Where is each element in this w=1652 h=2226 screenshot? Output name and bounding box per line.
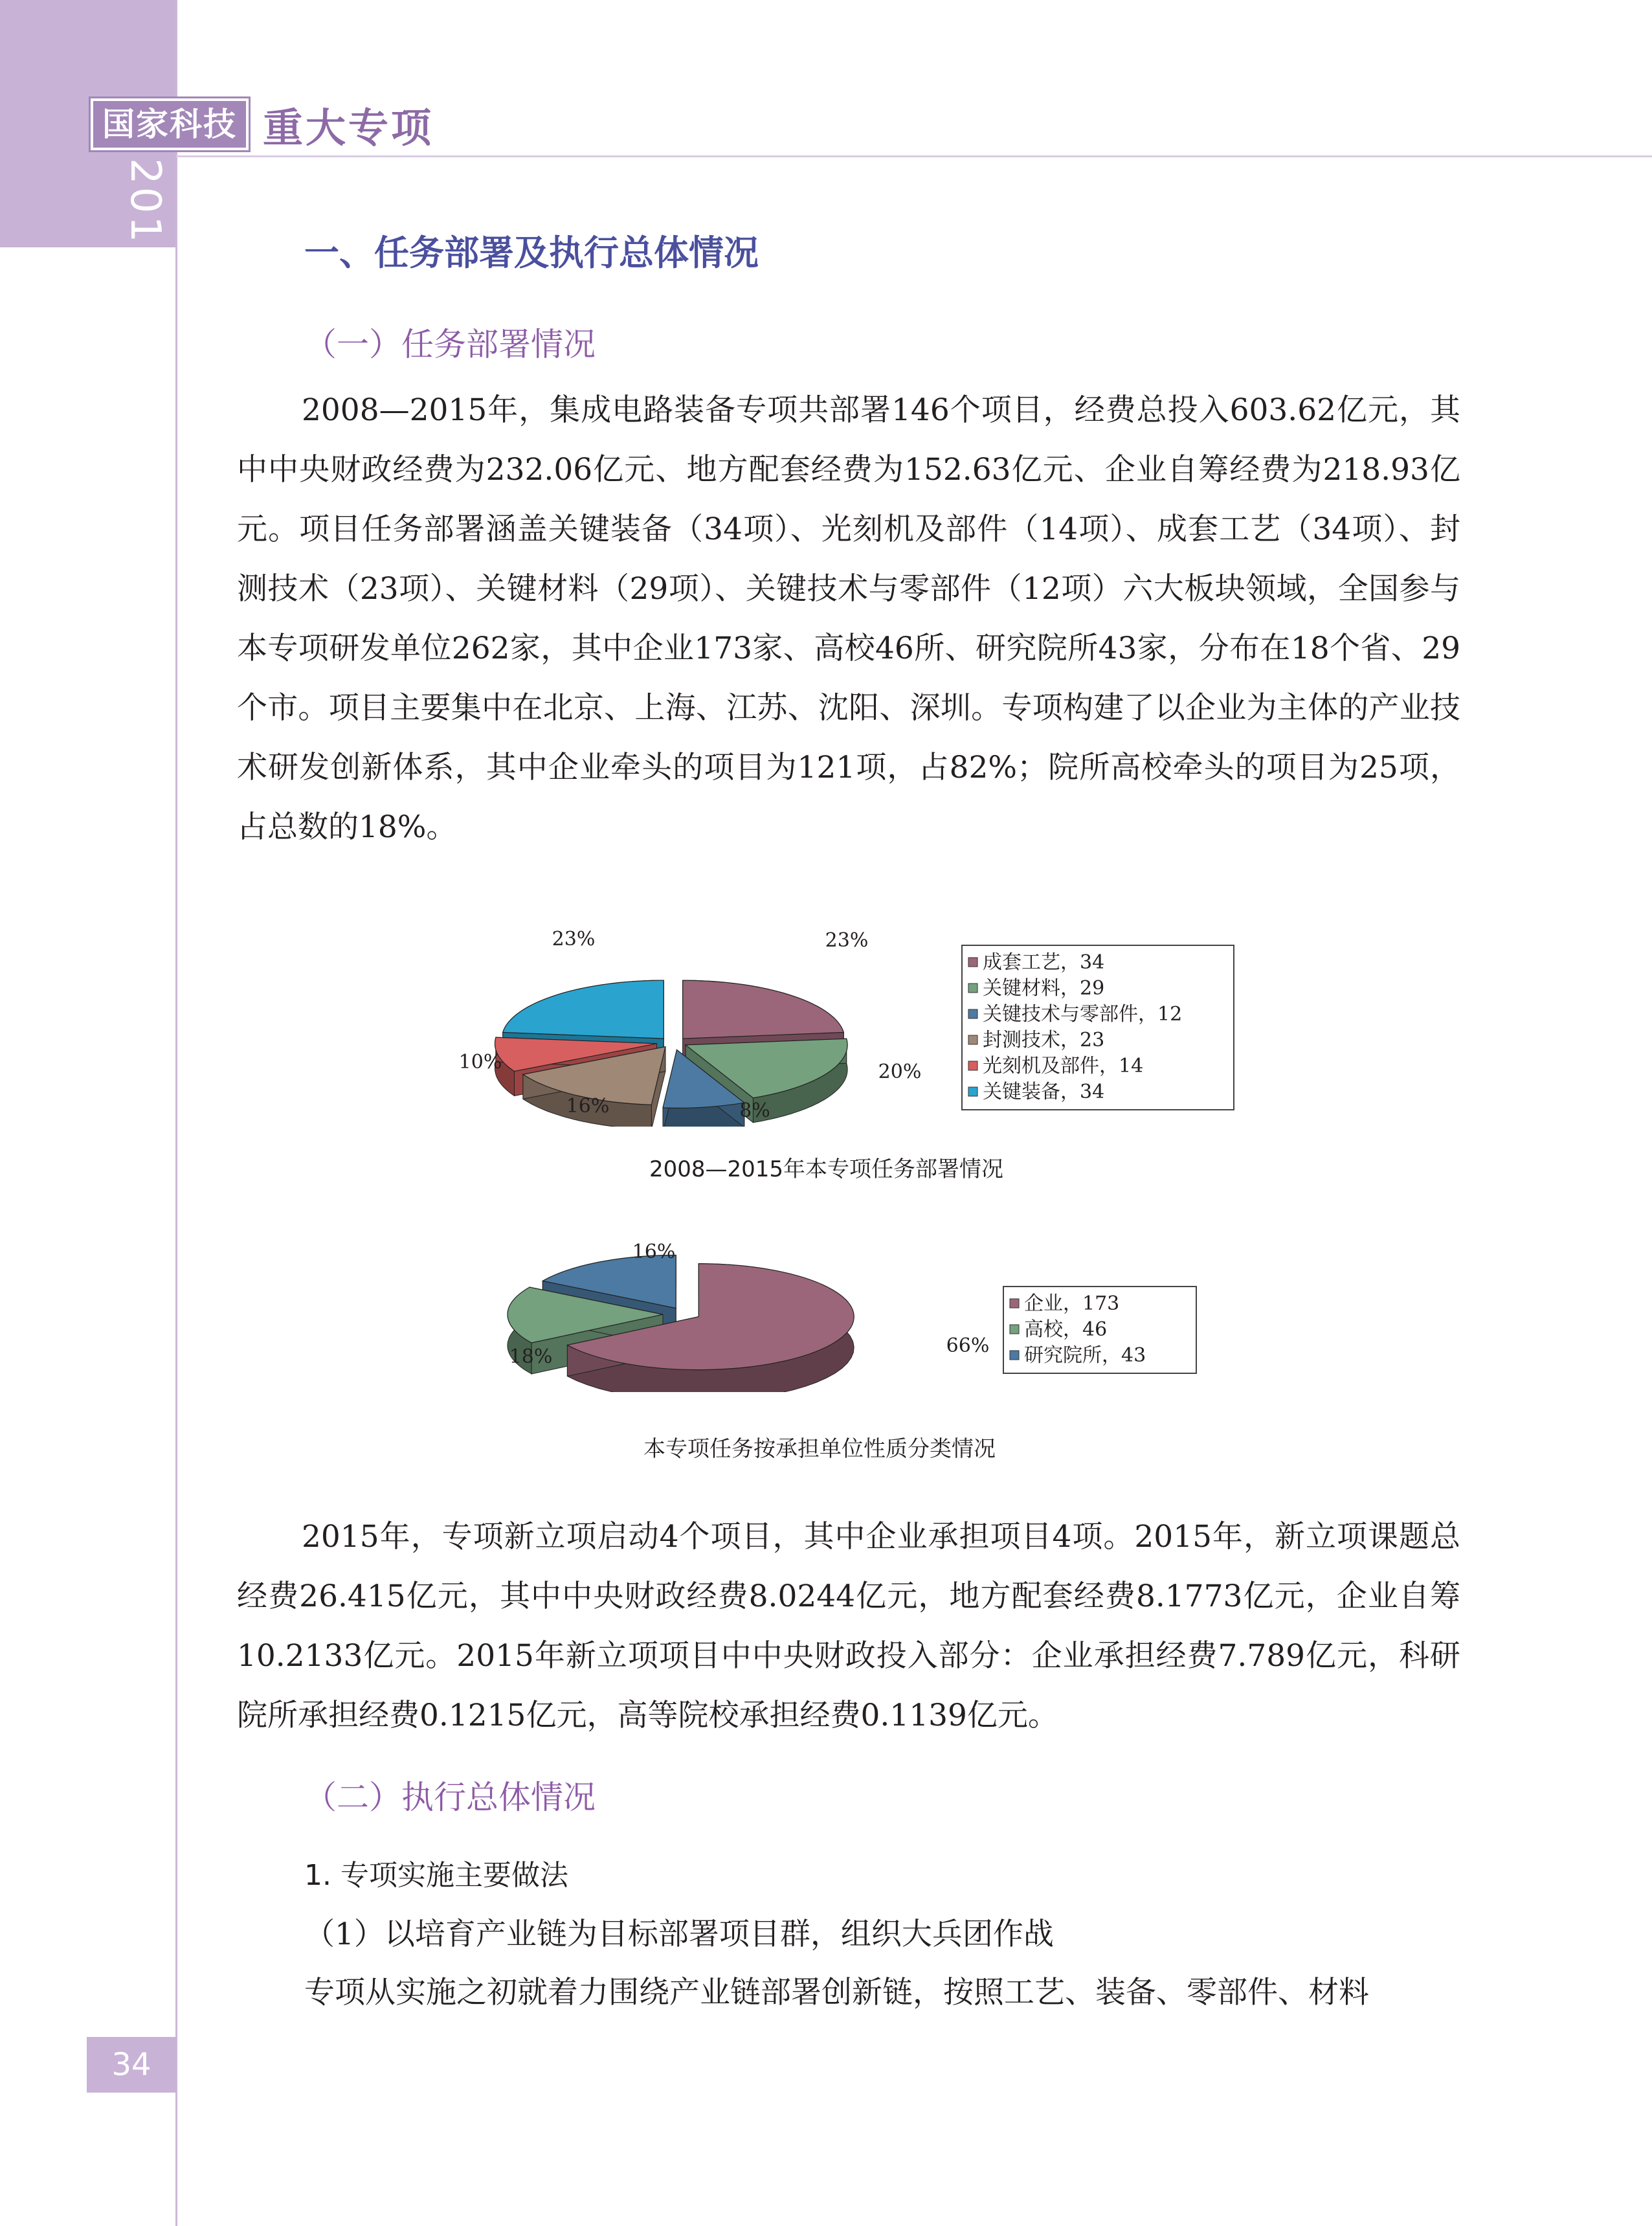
legend-swatch xyxy=(1010,1325,1019,1334)
chart-legend xyxy=(1003,1287,1196,1373)
pie-percent-label: 23% xyxy=(552,928,596,950)
sidebar-rule xyxy=(175,0,177,2226)
page-number: 34 xyxy=(87,2037,176,2093)
year-report-label: 2015 年度报告 xyxy=(121,158,169,466)
legend-swatch xyxy=(968,1009,977,1018)
subsection-title-2: （二）执行总体情况 xyxy=(304,1779,596,1816)
paragraph-1: 2008—2015年，集成电路装备专项共部署146个项目，经费总投入603.62亿元，其中中央财政经费为232.06亿元、地方配套经费为152.63亿元、企业自筹经费为218.93亿元。项目任务部署涵盖关键装备（34项）、光刻机及部件（14项）、成套工艺（34项）、封测技术（23项）、关键材料（29项）、关键技术与零部件（12项）六大板块领域，全国参与本专项研发单位262家，其中企业173家、高校46所、研究院所43家，分布在18个省、29个市。项目主要集中在北京、上海、江苏、沈阳、深圳。专项构建了以企业为主体的产业技术研发创新体系，其中企业牵头的项目为121项，占82%；院所高校牵头的项目为25项，占总数的18%。 xyxy=(237,392,1460,845)
pie-percent-label: 16% xyxy=(632,1241,676,1263)
legend-swatch xyxy=(968,1087,977,1096)
brand-tail: 重大专项 xyxy=(263,104,434,152)
legend-entry: 高校，46 xyxy=(1024,1318,1108,1341)
chart-task-deployment xyxy=(453,919,1243,1127)
chart-legend xyxy=(962,945,1234,1110)
legend-entry: 封测技术，23 xyxy=(983,1029,1105,1051)
heading-3: 1. 专项实施主要做法 xyxy=(304,1859,568,1892)
legend-entry: 关键装备，34 xyxy=(983,1081,1105,1103)
legend-swatch xyxy=(968,1035,977,1044)
legend-swatch xyxy=(1010,1351,1019,1360)
brand-logo xyxy=(91,97,434,152)
pie-percent-label: 23% xyxy=(825,929,869,952)
chart-by-unit-type xyxy=(492,1233,1211,1392)
pie-percent-label: 66% xyxy=(946,1334,990,1357)
legend-swatch xyxy=(968,1061,977,1070)
chart-2-caption: 本专项任务按承担单位性质分类情况 xyxy=(643,1436,996,1462)
section-title: 一、任务部署及执行总体情况 xyxy=(304,232,759,273)
paragraph-3: 专项从实施之初就着力围绕产业链部署创新链，按照工艺、装备、零部件、材料 xyxy=(304,1975,1369,2010)
legend-entry: 光刻机及部件，14 xyxy=(983,1055,1144,1077)
pie-percent-label: 10% xyxy=(458,1051,502,1074)
pie-percent-label: 16% xyxy=(566,1095,610,1118)
legend-entry: 成套工艺，34 xyxy=(983,951,1105,974)
pie-percent-label: 8% xyxy=(739,1099,770,1122)
legend-entry: 关键技术与零部件，12 xyxy=(983,1003,1183,1026)
subsection-title-1: （一）任务部署情况 xyxy=(304,326,596,363)
legend-entry: 研究院所，43 xyxy=(1024,1344,1146,1367)
legend-entry: 关键材料，29 xyxy=(983,977,1105,1000)
chart-1-caption: 2008—2015年本专项任务部署情况 xyxy=(649,1156,1004,1182)
list-item-1: （1）以培育产业链为目标部署项目群，组织大兵团作战 xyxy=(304,1917,1054,1952)
legend-entry: 企业，173 xyxy=(1024,1292,1120,1315)
paragraph-2: 2015年，专项新立项启动4个项目，其中企业承担项目4项。2015年，新立项课题总经费26.415亿元，其中中央财政经费8.0244亿元，地方配套经费8.1773亿元，企业自筹10.2133亿元。2015年新立项项目中中央财政投入部分：企业承担经费7.789亿元，科研院所承担经费0.1215亿元，高等院校承担经费0.1139亿元。 xyxy=(237,1519,1460,1733)
header-rule xyxy=(176,155,1652,157)
pie-percent-label: 20% xyxy=(878,1061,922,1083)
pie-percent-label: 18% xyxy=(509,1345,553,1368)
legend-swatch xyxy=(1010,1299,1019,1308)
legend-swatch xyxy=(968,984,977,993)
legend-swatch xyxy=(968,958,977,967)
brand-box: 国家科技 xyxy=(91,98,249,150)
